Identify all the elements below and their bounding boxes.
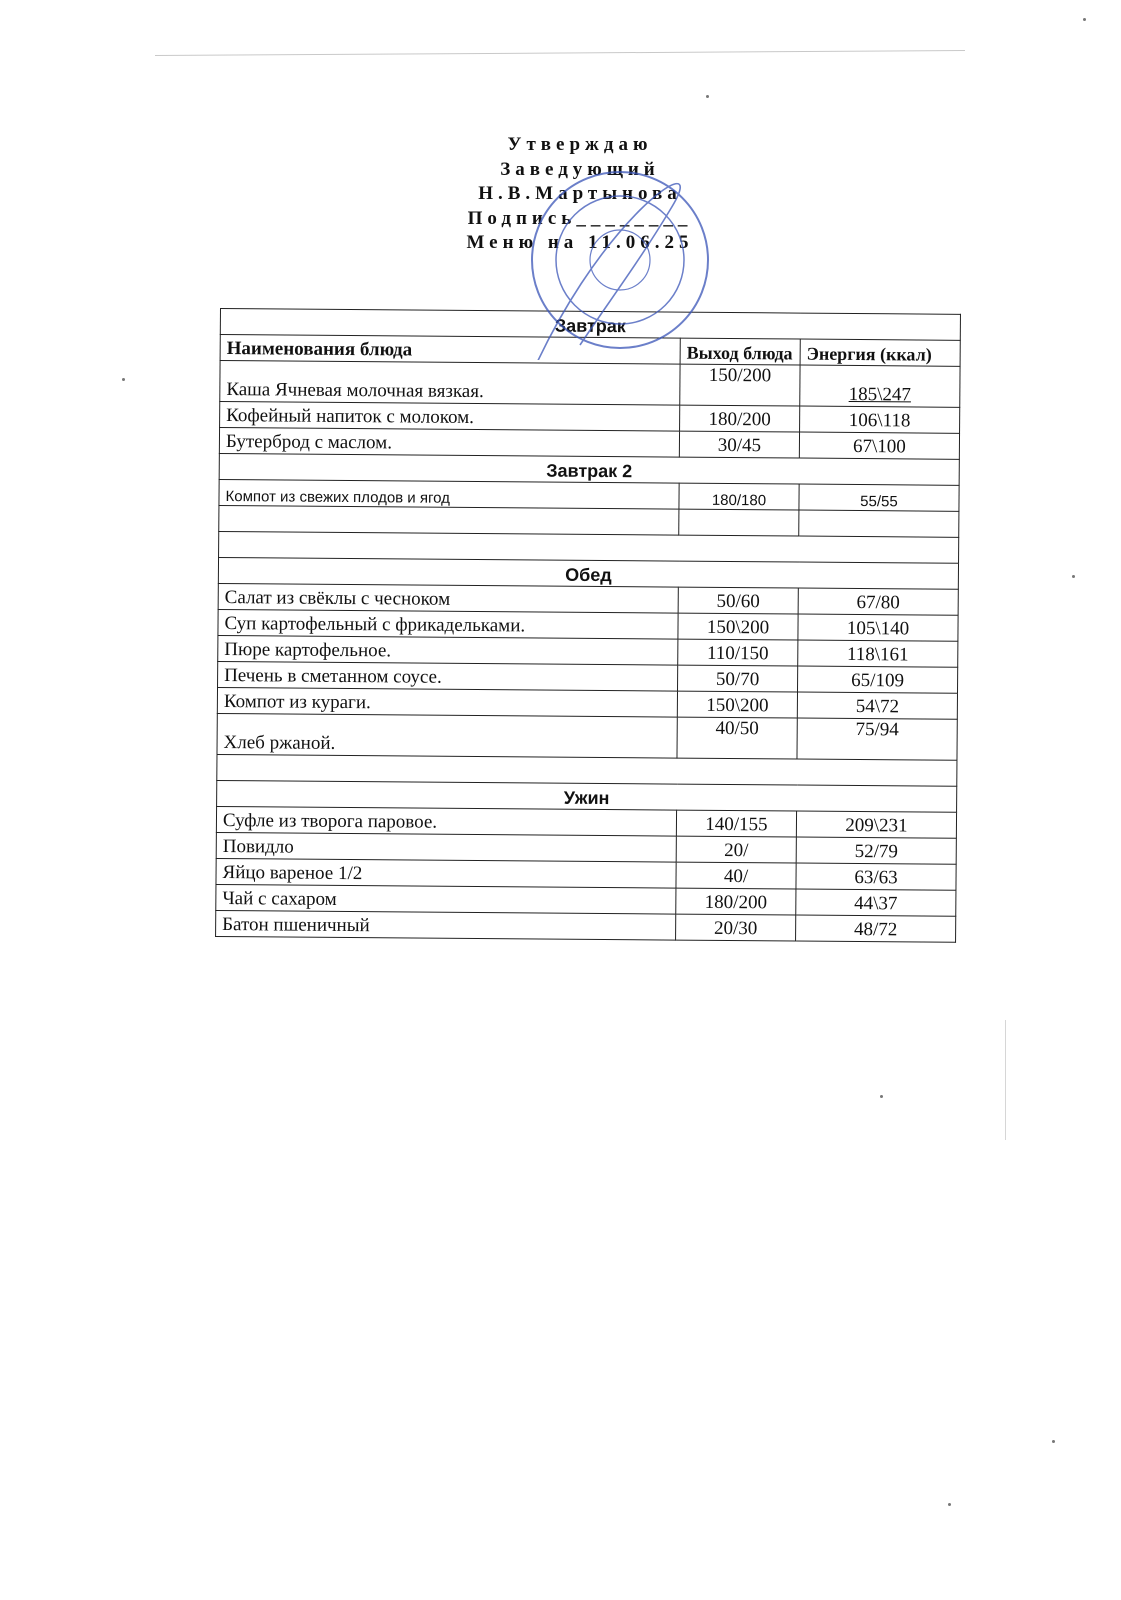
dish-energy: 55/55	[799, 484, 959, 511]
dish-energy: 67\100	[799, 432, 959, 459]
dish-name: Салат из свёклы с чесноком	[218, 583, 678, 613]
dish-output: 40/50	[677, 717, 797, 759]
dish-energy: 209\231	[796, 811, 956, 838]
scan-speck	[706, 95, 709, 98]
dish-output: 150\200	[677, 691, 797, 718]
dish-energy: 185\247	[800, 365, 960, 407]
menu-document	[215, 308, 960, 943]
dish-name: Повидло	[216, 832, 676, 862]
dish-name: Печень в сметанном соусе.	[218, 661, 678, 691]
empty-cell	[219, 505, 679, 535]
dish-name: Яйцо вареное 1/2	[216, 858, 676, 888]
dish-output: 110/150	[678, 639, 798, 666]
dish-output: 150\200	[678, 613, 798, 640]
empty-cell	[799, 510, 959, 537]
dish-name: Компот из свежих плодов и ягод	[219, 479, 679, 509]
dish-energy: 48/72	[796, 915, 956, 942]
dish-energy: 63/63	[796, 863, 956, 890]
dish-output: 20/	[676, 836, 796, 863]
table-row	[220, 361, 960, 408]
column-header-energy: Энергия (ккал)	[800, 339, 960, 366]
dish-output: 180/200	[676, 888, 796, 915]
dish-output: 30/45	[679, 431, 799, 458]
section-title-breakfast-2: Завтрак 2	[219, 453, 959, 485]
dish-output: 140/155	[676, 810, 796, 837]
section-title-dinner: Ужин	[217, 780, 957, 812]
dish-name: Хлеб ржаной.	[217, 713, 677, 758]
approval-header	[350, 133, 810, 256]
scan-speck	[1072, 575, 1075, 578]
dish-energy: 67/80	[798, 588, 958, 615]
dish-output: 50/70	[678, 665, 798, 692]
dish-energy: 44\37	[796, 889, 956, 916]
dish-output: 180/200	[680, 405, 800, 432]
dish-energy: 106\118	[800, 406, 960, 433]
dish-output: 150/200	[680, 364, 800, 406]
approve-line: Утверждаю	[507, 134, 653, 155]
dish-name: Компот из кураги.	[217, 687, 677, 717]
dish-energy: 52/79	[796, 837, 956, 864]
head-name: Н.В.Мартынова	[478, 183, 682, 204]
dish-name: Суфле из творога паровое.	[216, 806, 676, 836]
dish-energy: 105\140	[798, 614, 958, 641]
dish-name: Каша Ячневая молочная вязкая.	[220, 361, 680, 406]
dish-energy: 65/109	[798, 666, 958, 693]
section-title-breakfast: Завтрак	[220, 309, 960, 341]
table-row	[217, 713, 957, 760]
column-header-name: Наименования блюда	[220, 335, 680, 365]
scan-speck	[122, 378, 125, 381]
section-title-lunch: Обед	[218, 557, 958, 589]
scan-speck	[1083, 18, 1086, 21]
dish-name: Суп картофельный с фрикадельками.	[218, 609, 678, 639]
scan-speck	[948, 1503, 951, 1506]
dish-output: 40/	[676, 862, 796, 889]
dish-output: 180/180	[679, 483, 799, 510]
dish-output: 50/60	[678, 587, 798, 614]
scan-speck	[1052, 1440, 1055, 1443]
menu-table	[215, 308, 961, 943]
scan-edge-line	[155, 50, 965, 56]
dish-name: Батон пшеничный	[216, 910, 676, 940]
dish-output: 20/30	[676, 914, 796, 941]
menu-date: Меню на 11.06.25	[466, 232, 694, 253]
signature-line: Подпись________	[467, 207, 693, 229]
scan-speck	[880, 1095, 883, 1098]
column-header-output: Выход блюда	[680, 338, 800, 365]
dish-energy: 118\161	[798, 640, 958, 667]
scan-edge-line	[1005, 1020, 1006, 1140]
dish-name: Чай с сахаром	[216, 884, 676, 914]
table-row	[216, 910, 956, 942]
dish-name: Пюре картофельное.	[218, 635, 678, 665]
dish-name: Бутерброд с маслом.	[219, 428, 679, 458]
dish-name: Кофейный напиток с молоком.	[220, 402, 680, 432]
dish-energy: 75/94	[797, 718, 957, 760]
empty-cell	[679, 509, 799, 536]
dish-energy: 54\72	[797, 692, 957, 719]
position-line: Заведующий	[500, 158, 660, 180]
